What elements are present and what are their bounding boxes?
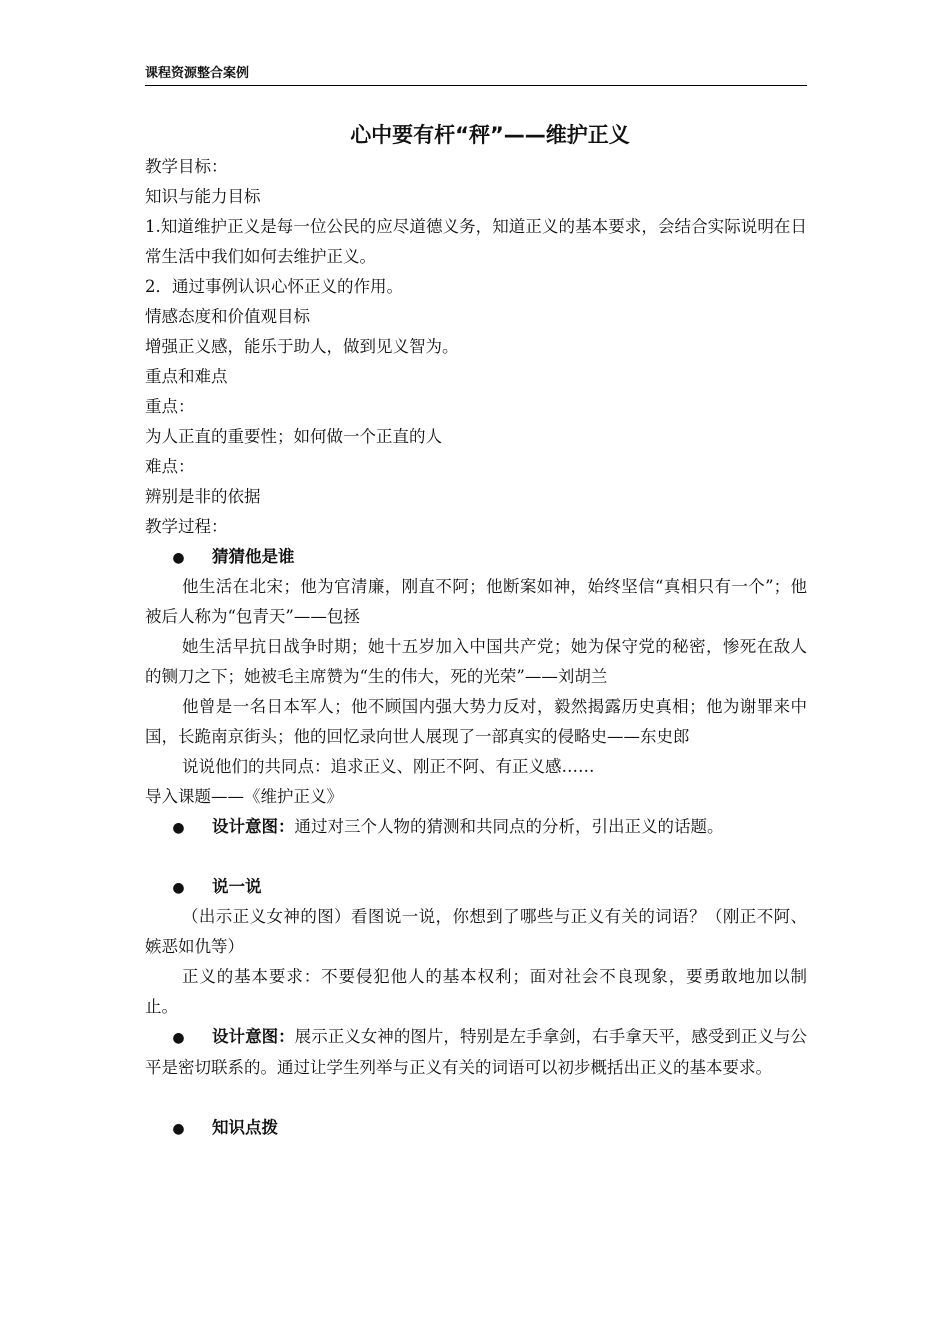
document-title: 心中要有杆“秤”——维护正义 [350,123,630,147]
emotion-goals-label: 情感态度和价值观目标 [145,307,310,326]
section-heading-guess [145,542,807,572]
design-intent-text: 展示正义女神的图片，特别是左手拿剑，右手拿天平，感受到正义与公平是密切联系的。通过让学生列举与正义有关的词语可以初步概括出正义的基本要求。 [145,1027,808,1077]
guess-paragraph-3: 他曾是一名日本军人；他不顾国内强大势力反对，毅然揭露历史真相；他为谢罪来中国，长跪南京街头；他的回忆录向世人展现了一部真实的侵略史——东史郎 [145,697,807,746]
bullet-icon: ● [172,880,185,896]
teaching-process-label: 教学过程： [145,517,228,536]
bullet-icon: ● [172,1121,185,1137]
say-paragraph-2: 正义的基本要求：不要侵犯他人的基本权利；面对社会不良现象，要勇敢地加以制止。 [145,967,807,1016]
bullet-icon: ● [172,550,185,566]
guess-paragraph-1: 他生活在北宋；他为官清廉，刚直不阿；他断案如神，始终坚信“真相只有一个”；他被后人称为“包青天”——包拯 [145,577,807,626]
design-intent-2 [145,1022,807,1083]
key-point-text: 为人正直的重要性；如何做一个正直的人 [145,427,442,446]
difficult-point-label: 难点： [145,457,195,476]
guess-paragraph-2: 她生活早抗日战争时期；她十五岁加入中国共产党；她为保守党的秘密，惨死在敌人的铡刀之下；她被毛主席赞为“生的伟大，死的光荣”——刘胡兰 [145,637,807,686]
page-header: 课程资源整合案例 [145,64,807,86]
goal-item-2: 2．通过事例认识心怀正义的作用。 [145,277,403,296]
key-point-label: 重点： [145,397,195,416]
goal-item-1: 1.知道维护正义是每一位公民的应尽道德义务，知道正义的基本要求，会结合实际说明在日常生活中我们如何去维护正义。 [145,217,807,266]
bullet-icon: ● [172,820,185,836]
design-intent-1 [145,812,807,842]
design-intent-label: 设计意图： [212,1027,295,1046]
design-intent-text: 通过对三个人物的猜测和共同点的分析，引出正义的话题。 [294,817,724,836]
bullet-icon: ● [172,1030,185,1046]
section-heading-text: 猜猜他是谁 [212,547,295,566]
knowledge-goals-label: 知识与能力目标 [145,187,261,206]
say-paragraph-1: （出示正义女神的图）看图说一说，你想到了哪些与正义有关的词语？（刚正不阿、嫉恶如仇等） [145,907,807,956]
section-heading-text: 知识点拨 [212,1118,278,1137]
difficult-point-text: 辨别是非的依据 [145,487,261,506]
document-body [145,152,807,1143]
lesson-intro: 导入课题——《维护正义》 [145,787,343,806]
design-intent-label: 设计意图： [212,817,295,836]
key-difficult-label: 重点和难点 [145,367,228,386]
section-heading-knowledge [145,1113,807,1143]
section-heading-say [145,872,807,902]
section-heading-text: 说一说 [212,877,262,896]
teaching-goals-label: 教学目标： [145,157,228,176]
guess-paragraph-4: 说说他们的共同点：追求正义、刚正不阿、有正义感…… [182,757,595,776]
emotion-goals-text: 增强正义感，能乐于助人，做到见义智为。 [145,337,459,356]
